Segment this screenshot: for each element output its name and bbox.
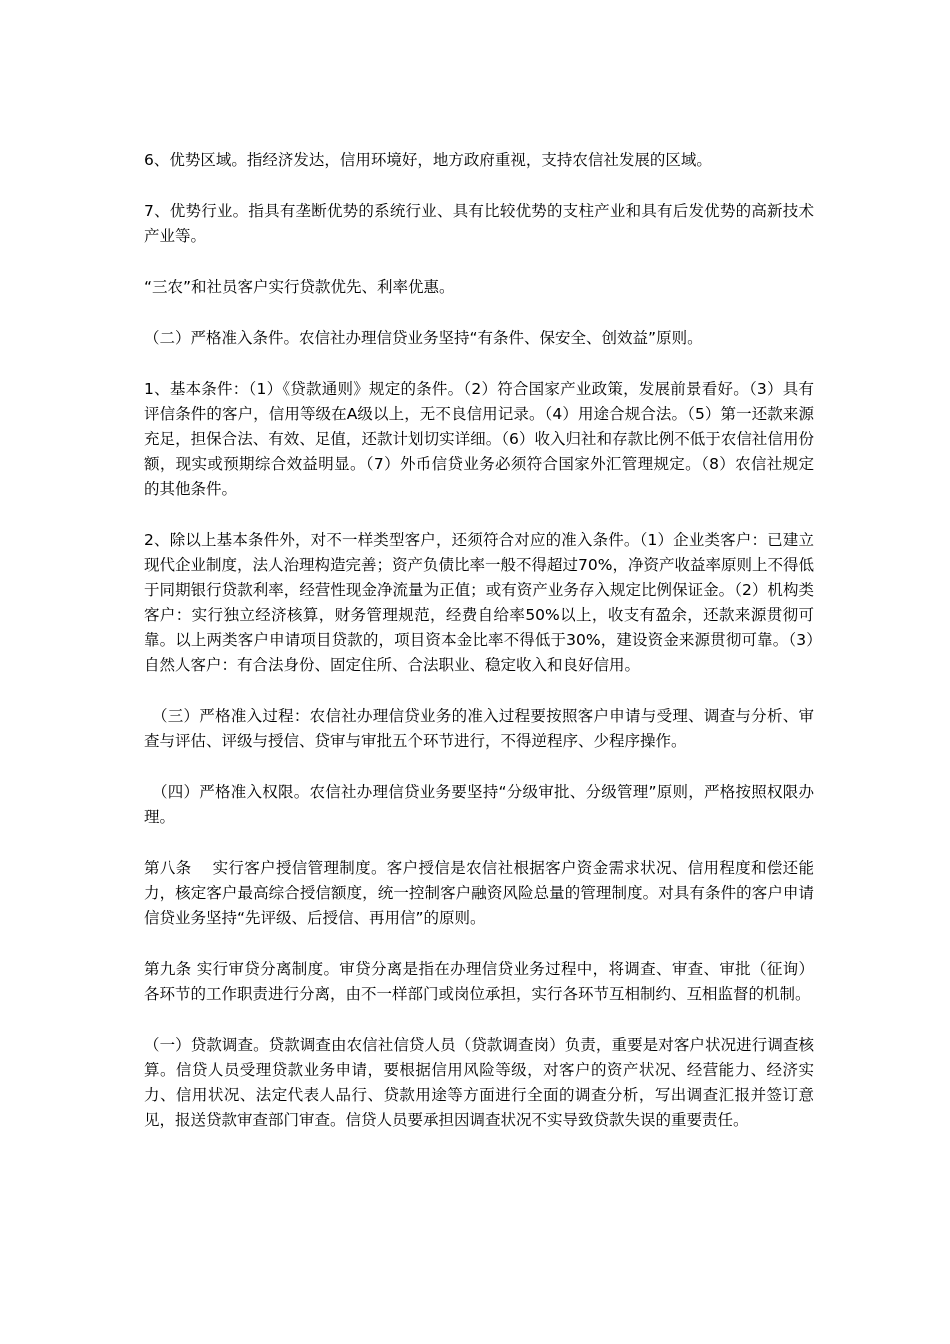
paragraph-sannong-priority: “三农”和社员客户实行贷款优先、利率优惠。: [144, 278, 455, 296]
paragraph-access-authority: （四）严格准入权限。农信社办理信贷业务要坚持“分级审批、分级管理”原则，严格按照权限办理。: [144, 783, 814, 826]
paragraph-article-nine: 第九条 实行审贷分离制度。审贷分离是指在办理信贷业务过程中，将调查、审查、审批（征询）各环节的工作职责进行分离，由不一样部门或岗位承担，实行各环节互相制约、互相监督的机制。: [144, 960, 814, 1003]
paragraph-customer-type-conditions: 2、除以上基本条件外，对不一样类型客户，还须符合对应的准入条件。（1）企业类客户：已建立现代企业制度，法人治理构造完善；资产负债比率一般不得超过70%，净资产收益率原则上不得低于同期银行贷款利率，经营性现金净流量为正值；或有资产业务存入规定比例保证金。（2）机构类客户：实行独立经济核算，财务管理规范，经费自给率50%以上，收支有盈余，还款来源贯彻可靠。以上两类客户申请项目贷款的，项目资本金比率不得低于30%，建设资金来源贯彻可靠。（3）自然人客户：有合法身份、固定住所、合法职业、稳定收入和良好信用。: [144, 531, 814, 674]
paragraph-advantage-region: 6、优势区域。指经济发达，信用环境好，地方政府重视，支持农信社发展的区域。: [144, 151, 712, 169]
paragraph-access-process: （三）严格准入过程：农信社办理信贷业务的准入过程要按照客户申请与受理、调查与分析、审查与评估、评级与授信、贷审与审批五个环节进行，不得逆程序、少程序操作。: [144, 707, 814, 750]
paragraph-basic-conditions: 1、基本条件：（1）《贷款通则》规定的条件。（2）符合国家产业政策，发展前景看好。（3）具有评信条件的客户，信用等级在A级以上，无不良信用记录。（4）用途合规合法。（5）第一还款来源充足，担保合法、有效、足值，还款计划切实详细。（6）收入归社和存款比例不低于农信社信用份额，现实或预期综合效益明显。（7）外币信贷业务必须符合国家外汇管理规定。（8）农信社规定的其他条件。: [144, 380, 814, 498]
paragraph-access-conditions: （二）严格准入条件。农信社办理信贷业务坚持“有条件、保安全、创效益”原则。: [144, 329, 703, 347]
paragraph-article-eight: 第八条 实行客户授信管理制度。客户授信是农信社根据客户资金需求状况、信用程度和偿还能力，核定客户最高综合授信额度，统一控制客户融资风险总量的管理制度。对具有条件的客户申请信贷业务坚持“先评级、后授信、再用信”的原则。: [144, 859, 814, 927]
document-page: [144, 148, 814, 1159]
paragraph-advantage-industry: 7、优势行业。指具有垄断优势的系统行业、具有比较优势的支柱产业和具有后发优势的高新技术产业等。: [144, 202, 814, 245]
paragraph-loan-investigation: （一）贷款调查。贷款调查由农信社信贷人员（贷款调查岗）负责，重要是对客户状况进行调查核算。信贷人员受理贷款业务申请，要根据信用风险等级，对客户的资产状况、经营能力、经济实力、信用状况、法定代表人品行、贷款用途等方面进行全面的调查分析，写出调查汇报并签订意见，报送贷款审查部门审查。信贷人员要承担因调查状况不实导致贷款失误的重要责任。: [144, 1036, 814, 1129]
